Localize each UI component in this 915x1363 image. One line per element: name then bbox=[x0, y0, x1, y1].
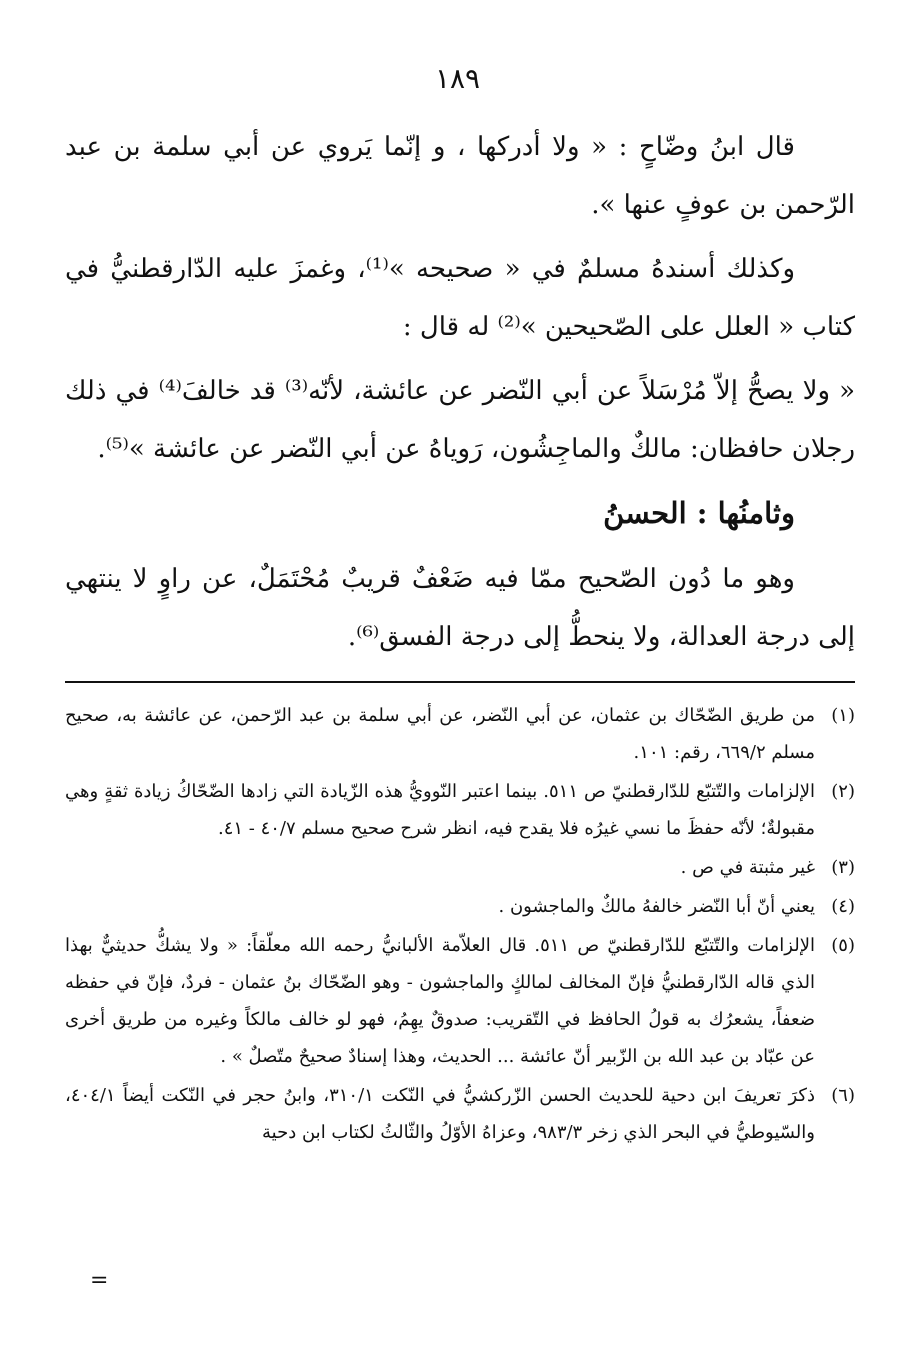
paragraph-daraqutni-quote: « ولا يصحُّ إلاّ مُرْسَلاً عن أبي النّضر عن عائشة، لأنّه⁽³⁾ قد خالفَ⁽⁴⁾ في ذلك رجلان حافظان: مالكٌ والماجِشُون، رَوياهُ عن أبي النّضر عن عائشة »⁽⁵⁾. bbox=[65, 376, 855, 464]
footnote-text: الإلزامات والتّتبّع للدّارقطنيّ ص ٥١١. بينما اعتبر النّوويُّ هذه الزّيادة التي زادها الضّحّاكُ زيادة ثقةٍ وهي مقبولةٌ؛ لأنّه حفظَ ما نسي غيرُه فلا يقدح فيه، انظر شرح صحيح مسلم ٤٠/٧ - ٤١. bbox=[65, 781, 815, 839]
continuation-mark: = bbox=[90, 1268, 109, 1293]
footnote-text: ذكرَ تعريفَ ابن دحية للحديث الحسن الزّركشيُّ في النّكت ٣١٠/١، وابنُ حجر في النّكت أيضاً ٤٠٤/١، والسّيوطيُّ في البحر الذي زخر ٩٨٣/٣، وعزاهُ الأوّلُ والثّالثُ لكتاب ابن دحية bbox=[65, 1085, 816, 1143]
footnote-text: من طريق الضّحّاك بن عثمان، عن أبي النّضر، عن أبي سلمة بن عبد الرّحمن، عن عائشة به، صحيح مسلم ٦٦٩/٢، رقم: ١٠١. bbox=[65, 705, 815, 763]
paragraph-hasan-definition: وهو ما دُون الصّحيح ممّا فيه ضَعْفٌ قريبٌ مُحْتَمَلٌ، عن راوٍ لا ينتهي إلى درجة العدالة، ولا ينحطُّ إلى درجة الفسق⁽⁶⁾. bbox=[65, 564, 855, 652]
footnote-item bbox=[65, 697, 855, 771]
footnote-item bbox=[65, 927, 855, 1075]
page-number: ١٨٩ bbox=[434, 62, 481, 95]
footnote-number: (١) bbox=[831, 705, 855, 726]
paragraph-ibn-waddah: قال ابنُ وضّاحٍ : « ولا أدركها ، و إنّما يَروي عن أبي سلمة بن عبد الرّحمن بن عوفٍ عنها ». bbox=[65, 132, 855, 220]
footnote-text: يعني أنّ أبا النّضر خالفهُ مالكٌ والماجشون . bbox=[498, 896, 815, 917]
paragraph-muslim-isnad: وكذلك أسندهُ مسلمٌ في « صحيحه »⁽¹⁾، وغمزَ عليه الدّارقطنيُّ في كتاب « العلل على الصّحيحين »⁽²⁾ له قال : bbox=[65, 254, 855, 342]
footnote-item bbox=[65, 1077, 855, 1151]
footnote-number: (٦) bbox=[831, 1085, 855, 1106]
footnotes bbox=[65, 697, 855, 1153]
section-heading-hasan: وثامنُها : الحسنُ bbox=[603, 496, 795, 530]
footnote-number: (٣) bbox=[831, 857, 855, 878]
footnote-text: غير مثبتة في ص . bbox=[680, 857, 815, 878]
footnote-item bbox=[65, 773, 855, 847]
footnote-item bbox=[65, 888, 855, 925]
footnote-separator bbox=[65, 681, 855, 683]
footnote-number: (٢) bbox=[831, 781, 855, 802]
footnote-text: الإلزامات والتّتبّع للدّارقطنيّ ص ٥١١. قال العلاّمة الألبانيُّ رحمه الله معلّقاً: « ولا يشكُّ حديثيٌّ بهذا الذي قاله الدّارقطنيُّ فإنّ المخالف لمالكٍ والماجشون - وهو الضّحّاك بنُ عثمان - فردٌ، فإنّ في حفظه ضعفاً، يشعرُك به قولُ الحافظ في التّقريب: صدوقٌ يهِمُ، فهو لو خالف مالكاً وغيره من طريق أخرى عن عبّاد بن عبد الله بن الزّبير أنّ عائشة ... الحديث، وهذا إسنادٌ صحيحٌ متّصلٌ » . bbox=[65, 935, 815, 1067]
footnote-number: (٤) bbox=[831, 896, 855, 917]
main-text bbox=[65, 118, 855, 672]
footnote-item bbox=[65, 849, 855, 886]
footnote-number: (٥) bbox=[831, 935, 855, 956]
